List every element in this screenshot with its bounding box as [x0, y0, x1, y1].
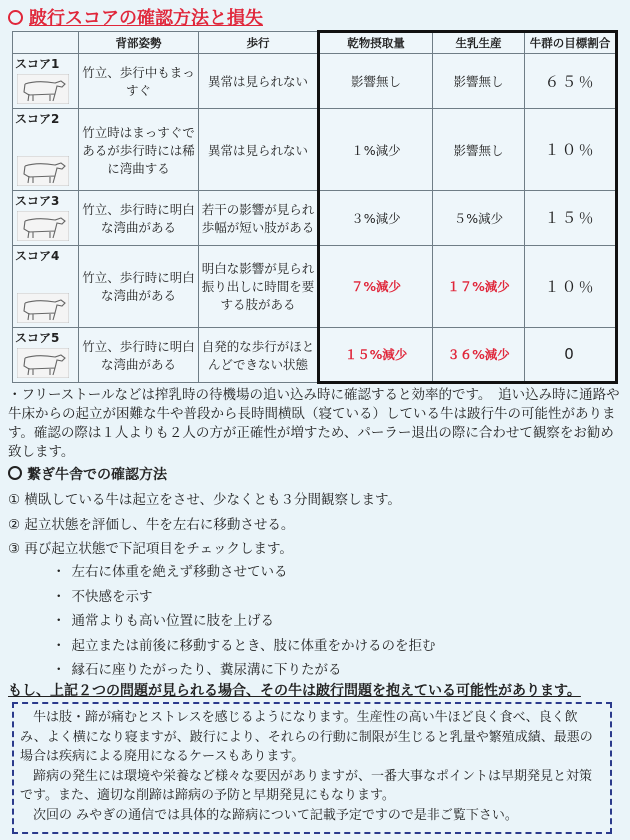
- target-cell: １５％: [525, 190, 617, 245]
- intro-text: ・フリーストールなどは搾乳時の待機場の追い込み時に確認すると効率的です。 追い込み時に通路や牛床からの起立が困難な牛や普段から長時間横臥（寝ている）している牛は跛行牛の可能性があります。確認の際は１人よりも２人の方が正確性が増すため、パーラー退出の際に合わせて観察をお勧め致します。: [8, 387, 620, 460]
- posture-cell: 竹立時はまっすぐであるが歩行時には稀に湾曲する: [79, 109, 199, 191]
- page-title: [8, 4, 263, 30]
- score-cell: [13, 54, 79, 109]
- steps-list: [8, 488, 401, 562]
- note-paragraph: 次回の みやぎの通信では具体的な蹄病について記載予定ですので是非ご覧下さい。: [33, 807, 518, 823]
- cow-icon: [17, 348, 69, 378]
- note-paragraph: 蹄病の発生には環境や栄養など様々な要因がありますが、一番大事なポイントは早期発見と対策です。また、適切な削蹄は蹄病の予防と早期発見にもなります。: [20, 768, 593, 803]
- header-milk: 生乳生産: [433, 32, 525, 54]
- table-row: [13, 54, 617, 109]
- step-3: ③ 再び起立状態で下記項目をチェックします。: [8, 541, 293, 557]
- circle-icon: [8, 10, 23, 25]
- check-item: ・ 通常よりも高い位置に肢を上げる: [52, 609, 435, 634]
- milk-cell: 影響無し: [433, 109, 525, 191]
- table-row: [13, 190, 617, 245]
- note-paragraph: 牛は肢・蹄が痛むとストレスを感じるようになります。生産性の高い牛ほど良く食べ、良く飲み、よく横になり寝ますが、跛行により、それらの行動に制限が生じると乳量や繁殖成績、最悪の場合は疾病による廃用になるケースもあります。: [20, 710, 593, 764]
- circle-icon: [8, 466, 22, 480]
- step-2: ② 起立状態を評価し、牛を左右に移動させる。: [8, 516, 295, 533]
- warning-text: もし、上記２つの問題が見られる場合、その牛は跛行問題を抱えている可能性があります。: [8, 683, 581, 699]
- posture-cell: 竹立、歩行時に明白な湾曲がある: [79, 327, 199, 382]
- header-gait: 歩行: [199, 32, 319, 54]
- target-cell: 0: [525, 327, 617, 382]
- target-cell: １０％: [525, 109, 617, 191]
- posture-cell: 竹立、歩行時に明白な湾曲がある: [79, 190, 199, 245]
- gait-cell: 異常は見られない: [199, 109, 319, 191]
- check-item: ・ 左右に体重を絶えず移動させている: [52, 560, 435, 585]
- step-1: ① 横臥している牛は起立をさせ、少なくとも３分間観察します。: [8, 492, 401, 508]
- score-cell: [13, 109, 79, 191]
- dmi-cell: １%減少: [319, 109, 433, 191]
- posture-cell: 竹立、歩行時に明白な湾曲がある: [79, 246, 199, 328]
- header-dmi: 乾物摂取量: [319, 32, 433, 54]
- target-cell: １０％: [525, 246, 617, 328]
- dmi-cell: ７%減少: [319, 246, 433, 328]
- milk-cell: １７%減少: [433, 246, 525, 328]
- posture-cell: 竹立、歩行中もまっすぐ: [79, 54, 199, 109]
- check-item: ・ 縁石に座りたがったり、糞尿溝に下りたがる: [52, 658, 435, 683]
- table-header-row: [13, 32, 617, 54]
- gait-cell: 若干の影響が見られ歩幅が短い肢がある: [199, 190, 319, 245]
- cow-icon: [17, 293, 69, 323]
- score-cell: [13, 190, 79, 245]
- table-row: [13, 327, 617, 382]
- score-label: スコア4: [15, 249, 60, 264]
- check-item: ・ 起立または前後に移動するとき、肢に体重をかけるのを拒む: [52, 634, 435, 659]
- gait-cell: 自発的な歩行がほとんどできない状態: [199, 327, 319, 382]
- cow-icon: [17, 156, 69, 186]
- gait-cell: 明白な影響が見られ振り出しに時間を要する肢がある: [199, 246, 319, 328]
- score-label: スコア3: [15, 193, 60, 208]
- header-blank: [13, 32, 79, 54]
- page-title-text: 跛行スコアの確認方法と損失: [29, 8, 263, 29]
- check-items: [52, 560, 435, 683]
- target-cell: ６５％: [525, 54, 617, 109]
- score-cell: [13, 246, 79, 328]
- dmi-cell: １５%減少: [319, 327, 433, 382]
- gait-cell: 異常は見られない: [199, 54, 319, 109]
- cow-icon: [17, 74, 69, 104]
- check-item: ・ 不快感を示す: [52, 585, 435, 610]
- milk-cell: 影響無し: [433, 54, 525, 109]
- dmi-cell: ３%減少: [319, 190, 433, 245]
- score-label: スコア1: [15, 57, 60, 71]
- header-posture: 背部姿勢: [79, 32, 199, 54]
- milk-cell: ３６%減少: [433, 327, 525, 382]
- dmi-cell: 影響無し: [319, 54, 433, 109]
- cow-icon: [17, 211, 69, 241]
- note-box: [12, 702, 612, 834]
- score-label: スコア5: [15, 330, 60, 345]
- section-title: [8, 464, 167, 484]
- score-label: スコア2: [15, 112, 60, 127]
- table-row: [13, 246, 617, 328]
- milk-cell: ５%減少: [433, 190, 525, 245]
- section-title-text: 繋ぎ牛舎での確認方法: [27, 467, 167, 483]
- table-row: [13, 109, 617, 191]
- lameness-score-table: [12, 30, 618, 384]
- header-target: 牛群の目標割合: [525, 32, 617, 54]
- score-cell: [13, 327, 79, 382]
